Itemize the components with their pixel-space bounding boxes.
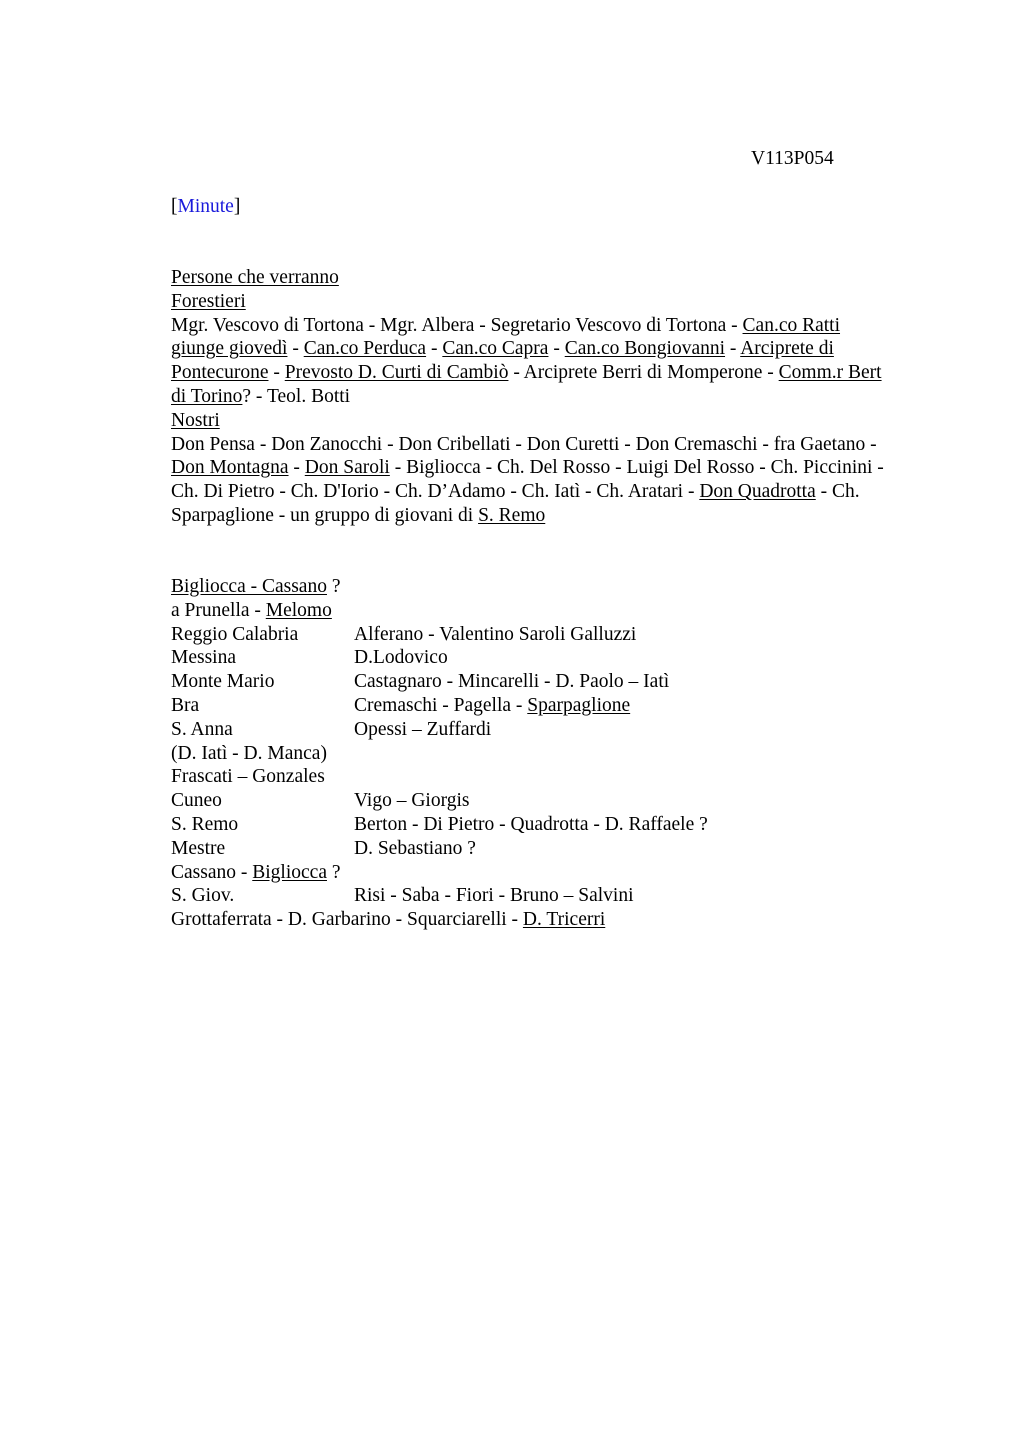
underlined-name: Don Quadrotta <box>699 481 816 503</box>
place-cell <box>171 718 354 742</box>
text-segment: Opessi – Zuffardi <box>354 718 492 740</box>
text-segment: Ch. Di Pietro - Ch. D'Iorio - Ch. D’Adamo - Ch. Iatì - Ch. Aratari - <box>171 481 700 503</box>
text-segment: Vigo – Giorgis <box>354 790 470 812</box>
ours-line <box>171 504 941 528</box>
bracket-open: [ <box>171 196 178 217</box>
place-cell <box>171 909 605 930</box>
text-segment: Frascati – Gonzales <box>171 766 325 788</box>
assignment-row <box>171 813 931 837</box>
assignment-row <box>171 789 931 813</box>
text-segment: Bra <box>171 694 200 716</box>
text-segment: Risi - Saba - Fiori - Bruno – Salvini <box>354 885 634 907</box>
place-cell <box>171 765 354 789</box>
underlined-name: Bigliocca <box>252 861 327 883</box>
underlined-name: Bigliocca - Cassano <box>171 576 327 597</box>
assignment-row <box>171 908 931 932</box>
foreign-line <box>171 314 941 338</box>
text-segment: a Prunella - <box>171 599 266 621</box>
text-segment: Monte Mario <box>171 671 275 693</box>
text-segment: Cassano - <box>171 861 253 883</box>
underlined-name: Comm.r Bert <box>778 362 882 384</box>
assignment-row <box>171 884 931 908</box>
place-cell <box>171 646 354 670</box>
people-cell <box>354 789 469 813</box>
text-segment: ? <box>326 576 341 597</box>
underlined-name: Don Saroli <box>304 457 390 479</box>
assignment-row <box>171 837 931 861</box>
page-code: V113P054 <box>751 148 834 169</box>
people-cell <box>354 813 708 837</box>
people-cell <box>354 670 669 694</box>
text-segment: Berton - Di Pietro - Quadrotta - D. Raffaele ? <box>354 813 708 835</box>
ours-line <box>171 480 941 504</box>
place-cell <box>171 670 354 694</box>
text-segment: - <box>725 338 741 360</box>
text-segment: Castagnaro - Mincarelli - D. Paolo – Iatì <box>354 671 670 693</box>
underlined-name: Can.co Ratti <box>742 314 841 336</box>
underlined-name: giunge giovedì <box>171 338 288 360</box>
text-segment: - <box>288 457 305 479</box>
text-segment: Mgr. Vescovo di Tortona - Mgr. Albera - Segretario Vescovo di Tortona - <box>171 314 743 336</box>
text-segment: ? - Teol. Botti <box>242 385 351 407</box>
underlined-name: Sparpaglione <box>527 694 631 716</box>
assignment-row <box>171 694 931 718</box>
text-segment: S. Giov. <box>171 885 235 907</box>
minute-link[interactable]: Minute <box>177 196 234 217</box>
text-segment: Alferano - Valentino Saroli Galluzzi <box>354 623 637 645</box>
assignment-row <box>171 646 931 670</box>
text-segment: (D. Iatì - D. Manca) <box>171 742 327 764</box>
place-cell <box>171 623 354 647</box>
underlined-name: Pontecurone <box>171 362 269 384</box>
ours-heading: Nostri <box>171 409 220 431</box>
foreign-line <box>171 361 941 385</box>
underlined-name: Can.co Bongiovanni <box>564 338 726 360</box>
assignment-row <box>171 575 931 599</box>
text-segment: D. Sebastiano ? <box>354 837 476 859</box>
minute-header <box>171 195 240 219</box>
text-segment: - <box>287 338 304 360</box>
underlined-name: Can.co Perduca <box>303 338 427 360</box>
assignment-row <box>171 742 931 766</box>
text-segment: ? <box>326 861 341 883</box>
text-segment: Messina <box>171 647 236 669</box>
text-segment: D.Lodovico <box>354 647 448 669</box>
ours-list <box>171 433 941 528</box>
assignment-row <box>171 599 931 623</box>
text-segment: Cuneo <box>171 790 222 812</box>
text-segment: - <box>268 362 285 384</box>
place-cell <box>171 742 354 766</box>
text-segment: Don Pensa - Don Zanocchi - Don Cribellati - Don Curetti - Don Cremaschi - fra Gaetano - <box>171 433 877 455</box>
assignment-row <box>171 623 931 647</box>
place-cell <box>171 575 354 599</box>
section-title: Persone che verranno <box>171 267 339 288</box>
underlined-name: Melomo <box>265 599 332 621</box>
place-cell <box>171 837 354 861</box>
place-cell <box>171 789 354 813</box>
text-segment: Mestre <box>171 837 226 859</box>
underlined-name: Arciprete di <box>740 338 834 360</box>
guests-section <box>171 266 941 528</box>
text-segment: - <box>548 338 565 360</box>
text-segment: - Arciprete Berri di Momperone - <box>508 362 779 384</box>
assignment-row <box>171 765 931 789</box>
text-segment: - Bigliocca - Ch. Del Rosso - Luigi Del Rosso - Ch. Piccinini - <box>389 457 884 479</box>
text-segment: Cremaschi - Pagella - <box>354 694 528 716</box>
underlined-name: Prevosto D. Curti di Cambiò <box>284 362 509 384</box>
underlined-name: D. Tricerri <box>522 909 606 931</box>
place-cell <box>171 694 354 718</box>
foreign-line <box>171 385 941 409</box>
text-segment: Grottaferrata - D. Garbarino - Squarciarelli - <box>171 909 523 931</box>
people-cell <box>354 718 491 742</box>
text-segment: S. Remo <box>171 813 239 835</box>
people-cell <box>354 884 634 908</box>
ours-line <box>171 456 941 480</box>
text-segment: - Ch. <box>815 481 860 503</box>
foreign-line <box>171 337 941 361</box>
assignment-row <box>171 670 931 694</box>
place-cell <box>171 861 354 885</box>
underlined-name: S. Remo <box>478 504 546 526</box>
ours-line <box>171 433 941 457</box>
assignment-row <box>171 718 931 742</box>
text-segment: - <box>426 338 443 360</box>
bracket-close: ] <box>233 196 241 217</box>
foreign-heading: Forestieri <box>171 290 246 312</box>
place-cell <box>171 884 354 908</box>
underlined-name: di Torino <box>171 385 243 407</box>
people-cell <box>354 694 630 718</box>
assignments-table <box>171 575 931 932</box>
text-segment: Reggio Calabria <box>171 623 299 645</box>
foreign-list <box>171 314 941 409</box>
text-segment: S. Anna <box>171 718 233 740</box>
place-cell <box>171 599 354 623</box>
place-cell <box>171 813 354 837</box>
people-cell <box>354 837 476 861</box>
assignment-row <box>171 861 931 885</box>
people-cell <box>354 646 448 670</box>
text-segment: Sparpaglione - un gruppo di giovani di <box>171 504 479 526</box>
underlined-name: Don Montagna <box>171 457 289 479</box>
underlined-name: Can.co Capra <box>442 338 549 360</box>
people-cell <box>354 623 636 647</box>
